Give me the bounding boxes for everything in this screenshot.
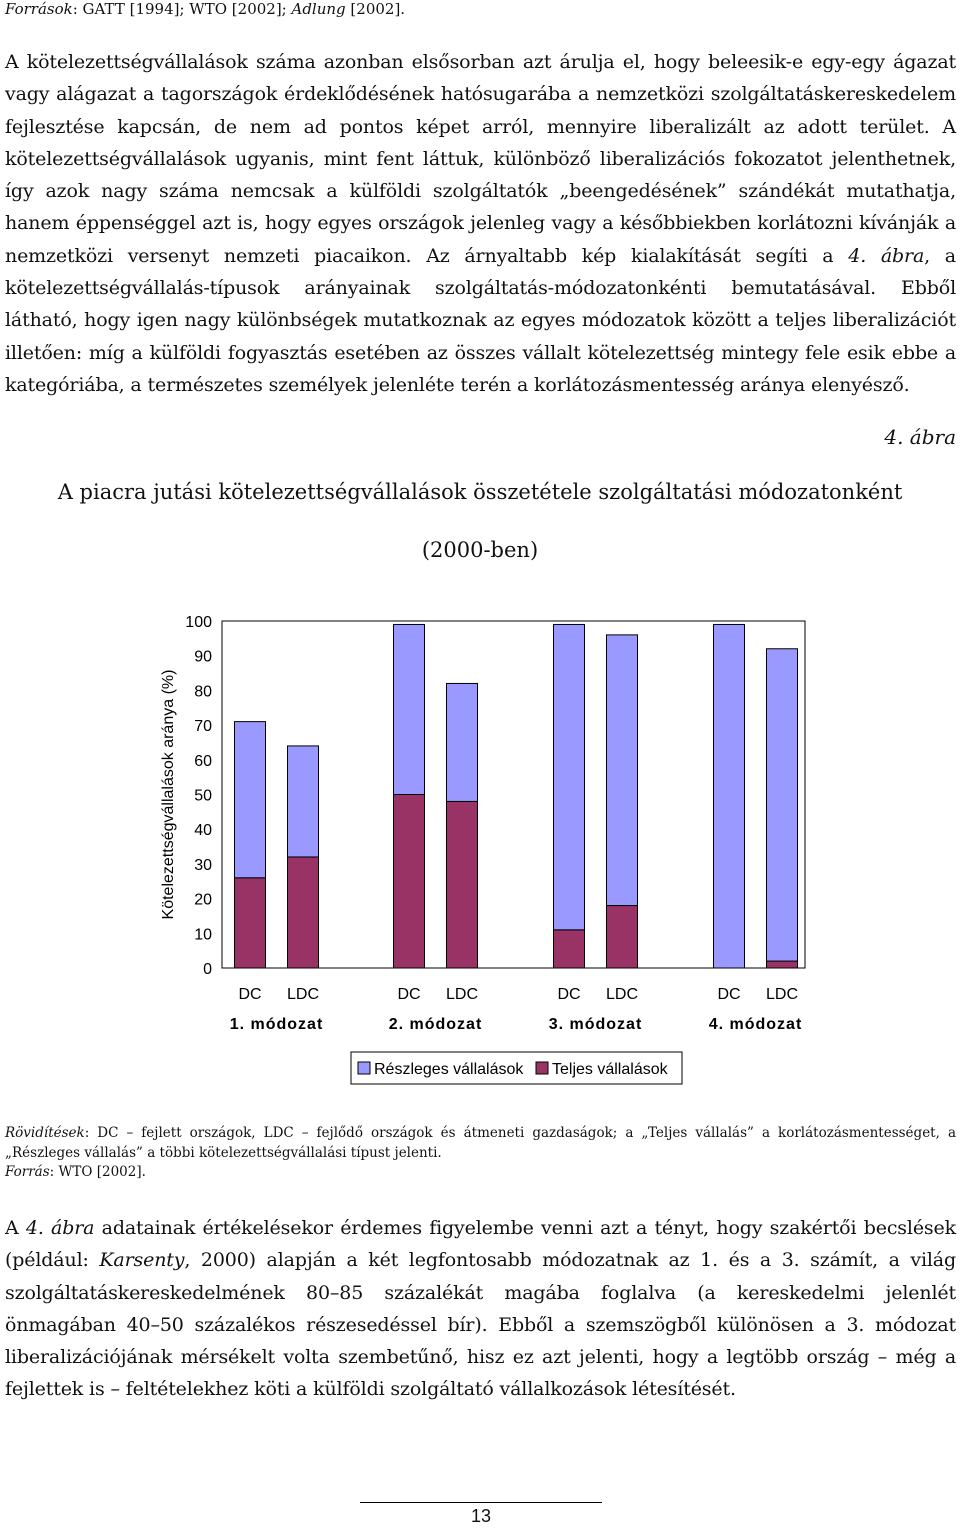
bar-teljes (767, 961, 798, 968)
paragraph-2-text-cont: adatainak értékelésekor érdemes figyelembe venni azt a tényt, hogy szakértői becslések (például: (5, 1217, 956, 1272)
bar-teljes (554, 930, 585, 968)
figure-title: A piacra jutási kötelezettségvállalások összetétele szolgáltatási módozatonként (57, 480, 903, 504)
x-group-label: 2. módozat (388, 1016, 483, 1033)
y-tick-label: 80 (194, 683, 212, 701)
legend-entry: Teljes vállalások (552, 1061, 668, 1078)
figure-source-label: Forrás (5, 1164, 50, 1180)
y-tick-label: 40 (194, 822, 212, 840)
top-source-author: Adlung (291, 0, 346, 18)
paragraph-1-text: A kötelezettségvállalások száma azonban elsősorban azt árulja el, hogy beleesik-e egy-egy ágazat vagy alágazat a tagországok érdeklődésének hatósugarába a nemzetközi szolgáltatáskereskedelem fejlesztése kapcsán, de nem ad pontos képet arról, mennyire liberalizált az adott terület. A kötelezettségvállalások ugyanis, mint fent láttuk, különböző liberalizációs fokozatot jelenthetnek, így azok nagy száma nemcsak a külföldi szolgáltatók „beengedésének” szándékát mutathatja, hanem éppenséggel azt is, hogy egyes országok jelenleg vagy a későbbiekben korlátozni kívánják a nemzetközi versenyt nemzeti piacaikon. Az árnyaltabb kép kialakítását segíti a (5, 51, 956, 267)
x-category-label: LDC (445, 986, 479, 1003)
x-category-label: DC (238, 986, 262, 1003)
bar-reszleges (288, 746, 319, 857)
top-source-line (5, 0, 405, 18)
paragraph-1 (5, 46, 956, 401)
top-source-text: : GATT [1994]; WTO [2002]; (72, 0, 292, 18)
y-tick-label: 60 (194, 752, 212, 770)
cited-author: Karsenty (99, 1249, 185, 1272)
x-category-label: LDC (765, 986, 799, 1003)
figure-subtitle: (2000-ben) (421, 538, 539, 562)
y-tick-label: 90 (194, 648, 212, 666)
y-tick-label: 10 (194, 926, 212, 944)
y-tick-label: 30 (194, 856, 212, 874)
x-group-label: 3. módozat (548, 1016, 643, 1033)
y-axis-label: Kötelezettségvállalások aránya (%) (160, 669, 177, 920)
bar-reszleges (767, 649, 798, 961)
bar-reszleges (447, 683, 478, 801)
page-number-rule (360, 1502, 602, 1503)
abbreviations-text: : DC – fejlett országok, LDC – fejlődő országok és átmeneti gazdaságok; a „Teljes vállalás” a korlátozásmentességet, a „Részleges vállalás” a többi kötelezettségvállalási típust jelenti. (5, 1125, 956, 1161)
x-category-label: LDC (286, 986, 320, 1003)
legend-swatch (358, 1062, 370, 1074)
figure-source-text: : WTO [2002]. (49, 1164, 146, 1180)
x-group-label: 1. módozat (229, 1016, 324, 1033)
figure-reference: 4. ábra (848, 244, 925, 267)
legend-entry: Részleges vállalások (374, 1061, 524, 1078)
x-category-label: LDC (605, 986, 639, 1003)
top-source-tail: [2002]. (345, 0, 406, 18)
bar-teljes (447, 801, 478, 968)
paragraph-2 (5, 1212, 956, 1406)
figure-reference-2: 4. ábra (25, 1217, 95, 1239)
bar-reszleges (235, 722, 266, 878)
bar-reszleges (714, 624, 745, 968)
legend-swatch (536, 1062, 548, 1074)
y-tick-label: 70 (194, 718, 212, 736)
bar-teljes (607, 906, 638, 968)
paragraph-2-text: A (5, 1217, 26, 1239)
top-source-label: Források (5, 0, 73, 18)
paragraph-1-text-cont: , a kötelezettségvállalás-típusok arányainak szolgáltatás-módozatonkénti bemutatásával. Ebből látható, hogy igen nagy különbségek mutatkoznak az egyes módozatok között a teljes liberalizációt illetően: míg a külföldi fogyasztás esetében az összes vállalt kötelezettség mintegy fele esik ebbe a kategóriába, a természetes személyek jelenléte terén a korlátozásmentesség aránya elenyésző. (5, 244, 956, 396)
page-number: 13 (470, 1506, 492, 1526)
bar-teljes (235, 878, 266, 968)
x-category-label: DC (397, 986, 421, 1003)
figure-label: 4. ábra (884, 425, 956, 449)
y-tick-label: 50 (194, 787, 212, 805)
x-category-label: DC (717, 986, 741, 1003)
paragraph-2-text-end: , 2000) alapján a két legfontosabb módozatnak az 1. és a 3. számít, a világ szolgáltatáskereskedelmének 80–85 százalékát magába foglalva (a kereskedelmi jelenlét önmagában 40–50 százalékos részesedéssel bír). Ebből a szemszögből különösen a 3. módozat liberalizációjának mérsékelt volta szembetűnő, hisz ez azt jelenti, hogy a legtöbb ország – még a fejlettek is – feltételekhez köti a külföldi szolgáltató vállalkozások létesítését. (5, 1249, 956, 1401)
bar-reszleges (394, 624, 425, 794)
y-tick-label: 100 (185, 614, 212, 631)
y-tick-label: 20 (194, 891, 212, 909)
bar-teljes (394, 795, 425, 969)
bar-reszleges (554, 624, 585, 929)
x-group-label: 4. módozat (708, 1016, 803, 1033)
bar-reszleges (607, 635, 638, 906)
x-category-label: DC (557, 986, 581, 1003)
y-tick-label: 0 (203, 961, 212, 978)
bar-teljes (288, 857, 319, 968)
figure-notes (5, 1124, 956, 1183)
stacked-bar-chart (0, 600, 960, 1090)
abbreviations-label: Rövidítések (5, 1125, 85, 1141)
